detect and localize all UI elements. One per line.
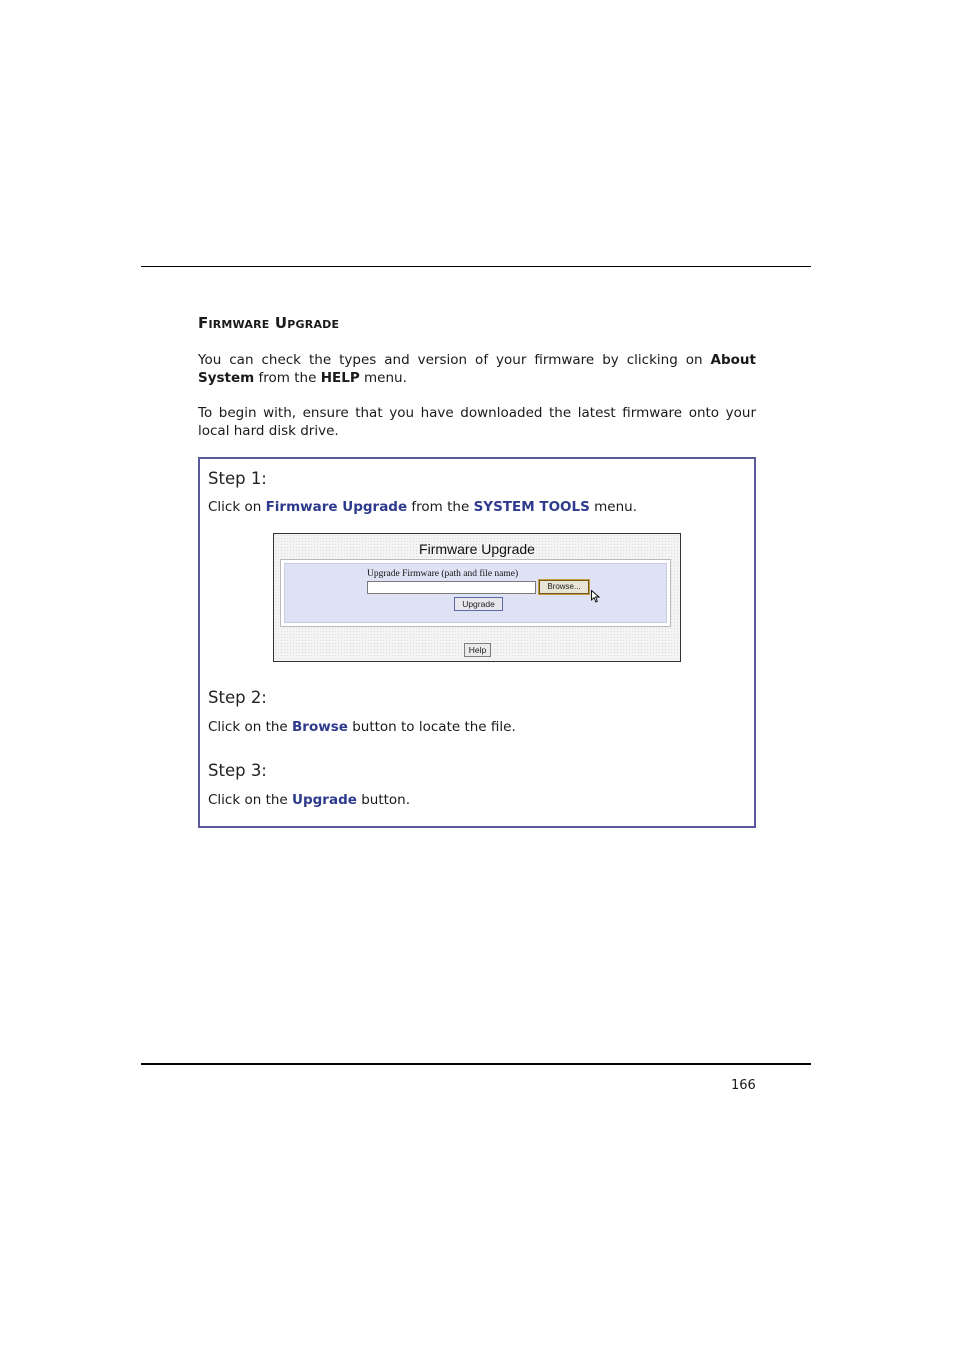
step-2-title: Step 2: — [208, 688, 267, 707]
step-text-part: from the — [407, 499, 474, 515]
help-button[interactable]: Help — [464, 643, 491, 657]
intro-text: menu. — [359, 370, 407, 386]
step-text-part: Click on the — [208, 719, 293, 735]
step-3-text — [208, 792, 410, 808]
browse-button[interactable]: Browse... — [539, 580, 589, 594]
step-text-part: button. — [356, 792, 411, 808]
upgrade-term: Upgrade — [292, 792, 357, 808]
step-3-title: Step 3: — [208, 761, 267, 780]
steps-box — [198, 457, 756, 828]
step-text-part: button to locate the file. — [347, 719, 516, 735]
step-1-title: Step 1: — [208, 469, 267, 488]
about-system-term: About System — [198, 352, 756, 386]
prerequisite-paragraph: To begin with, ensure that you have downloaded the latest firmware onto your local hard disk drive. — [198, 405, 756, 439]
screenshot-form-body — [284, 563, 667, 623]
upgrade-button[interactable]: Upgrade — [454, 597, 503, 611]
header-rule — [141, 266, 811, 267]
firmware-path-input[interactable] — [367, 581, 536, 594]
step-1-text — [208, 499, 637, 515]
screenshot-form-panel — [280, 559, 671, 627]
footer-rule — [141, 1063, 811, 1065]
step-text-part: Click on the — [208, 792, 293, 808]
browse-term: Browse — [292, 719, 348, 735]
intro-paragraph — [198, 351, 756, 387]
page-number: 166 — [731, 1078, 756, 1093]
intro-text: from the — [254, 370, 321, 386]
step-text-part: Click on — [208, 499, 266, 515]
upgrade-firmware-label: Upgrade Firmware (path and file name) — [367, 569, 519, 579]
help-menu-term: HELP — [320, 370, 360, 386]
system-tools-term: SYSTEM TOOLS — [473, 499, 590, 515]
step-text-part: menu. — [589, 499, 638, 515]
section-heading: Firmware Upgrade — [198, 314, 340, 332]
firmware-upgrade-screenshot — [273, 533, 681, 662]
intro-text: You can check the types and version of your firmware by clicking on — [198, 352, 711, 368]
mouse-cursor-icon — [591, 590, 600, 603]
screenshot-title: Firmware Upgrade — [419, 541, 535, 557]
firmware-upgrade-term: Firmware Upgrade — [265, 499, 408, 515]
step-2-text — [208, 719, 516, 735]
